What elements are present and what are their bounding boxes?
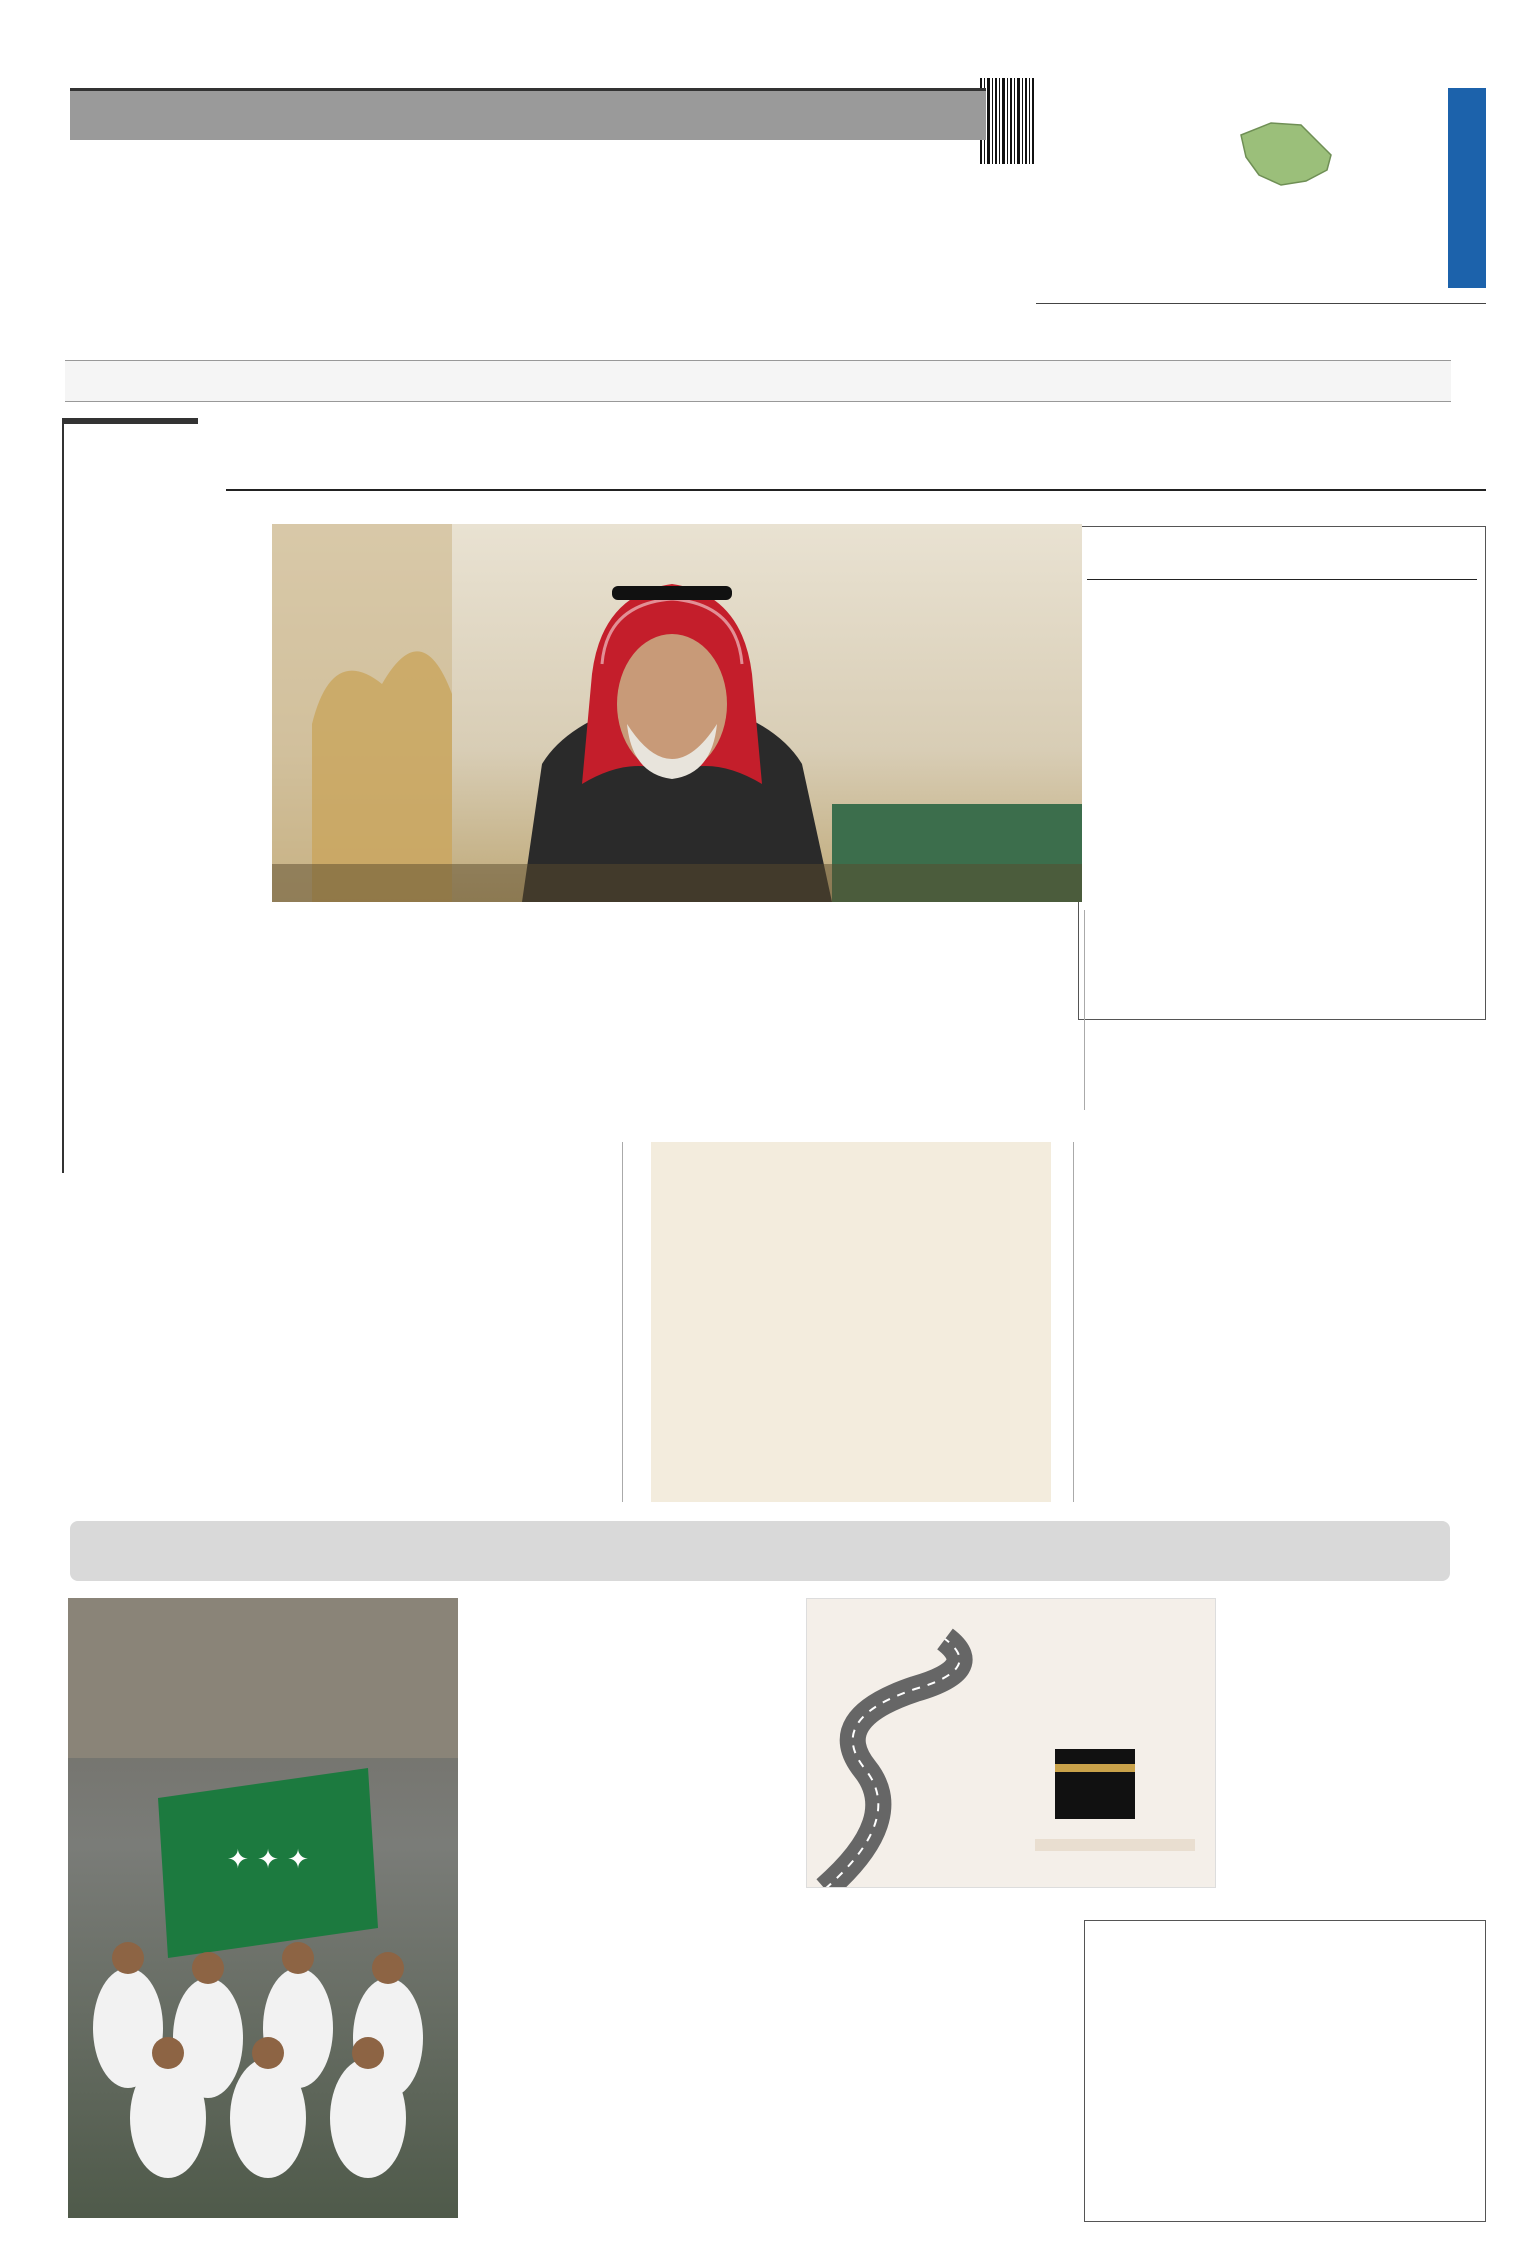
gov-entities-col-2 — [659, 1220, 844, 1495]
logo-english — [1448, 88, 1486, 288]
cabinet-col-left — [273, 910, 651, 1110]
sidebar-title — [64, 418, 198, 424]
qatar-iran-banner — [70, 1521, 1450, 1581]
arab-quartet-text-col — [1096, 2038, 1476, 2213]
infographic-road — [806, 1599, 1215, 1888]
barcode-bars — [978, 78, 1036, 164]
cabinet-col-right — [666, 910, 1051, 1170]
qatar-iran-col-right — [1241, 1598, 1486, 1883]
barcode — [978, 78, 1036, 178]
divider-2 — [1073, 1142, 1074, 1502]
social-row — [70, 362, 1446, 400]
logo — [1046, 78, 1486, 313]
king-illustration — [272, 524, 1082, 902]
real-estate-col-1 — [1291, 588, 1476, 1013]
king-photo — [272, 524, 1082, 902]
sports-photo — [68, 1598, 458, 2218]
divider-3 — [622, 1142, 623, 1502]
qatar-iran-col-left — [536, 1598, 786, 1878]
real-estate-col-2 — [1088, 588, 1276, 968]
zakat-col-1 — [353, 1195, 628, 1500]
top-story-banner — [70, 88, 986, 140]
main-headline-rule — [226, 489, 1486, 491]
divider-1 — [1084, 910, 1085, 1110]
saudi-map-icon — [1231, 115, 1341, 190]
aramco-col-right — [799, 1975, 1054, 2220]
top-story-col-1 — [706, 146, 976, 348]
aramco-col-left — [528, 1975, 783, 2220]
gov-entities-col-1 — [856, 1220, 1041, 1495]
top-story-col-2 — [431, 146, 691, 348]
sidebar — [62, 418, 198, 1173]
team-illustration — [68, 1598, 458, 2218]
grievances-col-2 — [1071, 1145, 1271, 1500]
svg-text:✦ ✦ ✦: ✦ ✦ ✦ — [227, 1845, 309, 1875]
zakat-col-2 — [58, 1195, 338, 1500]
top-story-col-3 — [71, 146, 416, 331]
real-estate-rule — [1087, 579, 1477, 580]
infographic — [806, 1598, 1216, 1888]
issue-line — [1036, 303, 1486, 307]
grievances-col-1 — [1286, 1145, 1486, 1500]
